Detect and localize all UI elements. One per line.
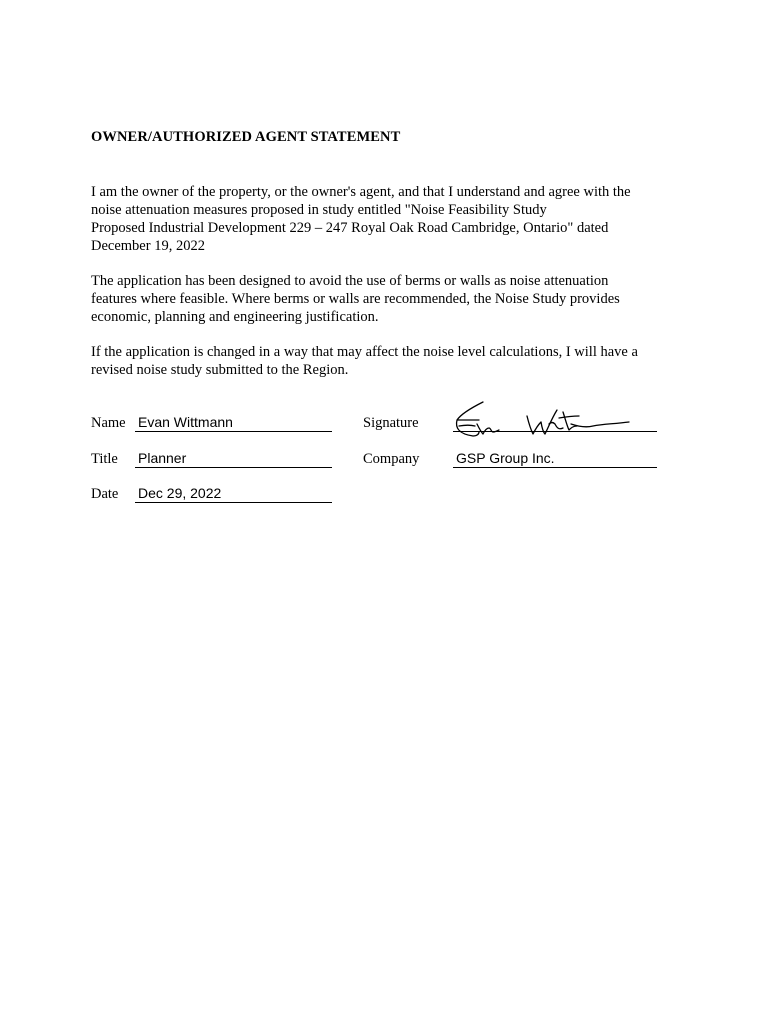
text-line: December 19, 2022 bbox=[91, 238, 205, 254]
paragraph-design bbox=[91, 272, 711, 326]
name-value: Evan Wittmann bbox=[138, 414, 233, 430]
signature-label: Signature bbox=[363, 415, 419, 431]
date-value: Dec 29, 2022 bbox=[138, 485, 222, 501]
signature-field[interactable] bbox=[453, 411, 657, 432]
paragraph-agreement bbox=[91, 183, 711, 255]
title-value: Planner bbox=[138, 450, 187, 466]
text-line: revised noise study submitted to the Region. bbox=[91, 362, 349, 378]
date-field[interactable] bbox=[135, 482, 332, 503]
text-line: noise attenuation measures proposed in study entitled "Noise Feasibility Study bbox=[91, 202, 547, 218]
text-line: economic, planning and engineering justification. bbox=[91, 309, 379, 325]
company-label: Company bbox=[363, 451, 420, 467]
title-field[interactable] bbox=[135, 447, 332, 468]
name-label: Name bbox=[91, 415, 126, 431]
company-value: GSP Group Inc. bbox=[456, 450, 555, 466]
handwritten-signature bbox=[453, 385, 657, 433]
text-line: The application has been designed to avoid the use of berms or walls as noise attenuation bbox=[91, 273, 609, 289]
text-line: I am the owner of the property, or the owner's agent, and that I understand and agree with the bbox=[91, 184, 631, 200]
company-field[interactable] bbox=[453, 447, 657, 468]
paragraph-changes bbox=[91, 343, 711, 379]
statement-title: OWNER/AUTHORIZED AGENT STATEMENT bbox=[91, 129, 401, 145]
text-line: features where feasible. Where berms or walls are recommended, the Noise Study provides bbox=[91, 291, 620, 307]
name-field[interactable] bbox=[135, 411, 332, 432]
title-label: Title bbox=[91, 451, 118, 467]
date-label: Date bbox=[91, 486, 119, 502]
text-line: Proposed Industrial Development 229 – 247 Royal Oak Road Cambridge, Ontario" dated bbox=[91, 220, 609, 236]
text-line: If the application is changed in a way that may affect the noise level calculations, I will have a bbox=[91, 344, 638, 360]
